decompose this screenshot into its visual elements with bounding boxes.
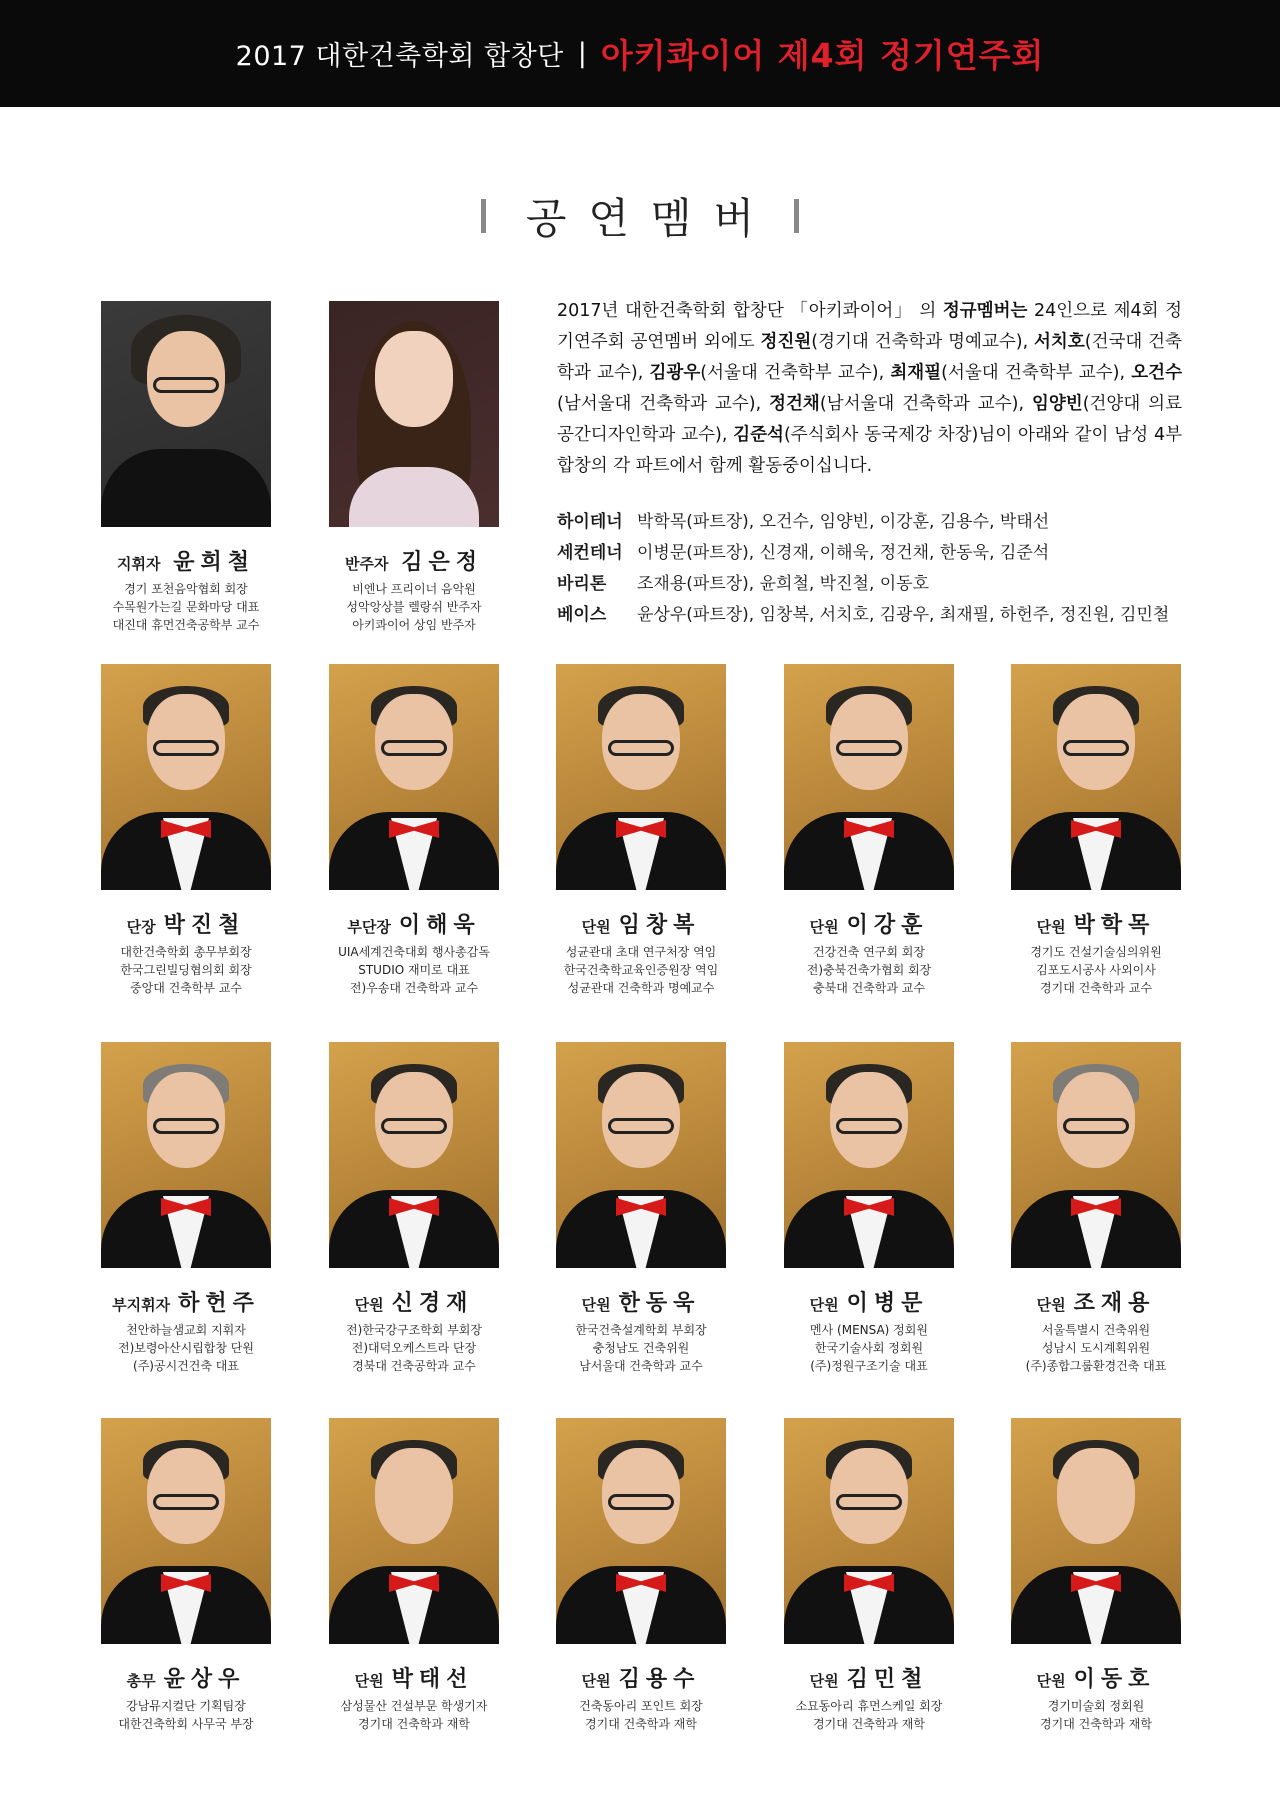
member-photo: [784, 1042, 954, 1268]
member-photo: [556, 1042, 726, 1268]
leader-card-accompanist: [309, 301, 519, 634]
intro-text: (건국대 건축학과 교수),: [557, 332, 1182, 383]
desc-line: 전)충북건축가협회 회장: [806, 963, 932, 977]
member-name-line: [764, 1286, 974, 1317]
desc-line: (주)정원구조기술 대표: [810, 1359, 928, 1373]
part-members: 이병문(파트장), 신경재, 이해욱, 정건채, 한동욱, 김준석: [637, 543, 1050, 563]
member-card: [764, 1418, 974, 1733]
intro-name: 서치호: [1034, 332, 1085, 352]
intro-paragraph: [557, 296, 1182, 482]
member-role: 단원: [581, 1296, 611, 1314]
member-name-line: [536, 1662, 746, 1693]
member-description: [309, 580, 519, 634]
member-name: 신경재: [391, 1291, 474, 1316]
desc-line: 한국기술사회 정회원: [814, 1341, 924, 1355]
member-description: [81, 580, 291, 634]
member-name: 조재용: [1073, 1291, 1156, 1316]
member-name-line: [309, 908, 519, 939]
member-photo: [329, 664, 499, 890]
part-label: 하이테너: [557, 512, 623, 532]
desc-line: 김포도시공사 사외이사: [1036, 963, 1156, 977]
section-title: [0, 186, 1280, 246]
member-photo: [101, 664, 271, 890]
desc-line: 대한건축학회 사무국 부장: [118, 1717, 254, 1731]
member-card: [536, 1042, 746, 1375]
member-photo: [1011, 1042, 1181, 1268]
intro-text: 24인으로 제4회 정기연주회 공연멤버 외에도: [557, 301, 1182, 352]
member-role: 단장: [126, 918, 156, 936]
title-bar-left: [481, 199, 486, 233]
member-description: [536, 943, 746, 997]
desc-line: 경기미술회 정회원: [1047, 1699, 1145, 1713]
member-photo: [101, 301, 271, 527]
member-role: 단원: [1036, 1672, 1066, 1690]
member-name: 한동욱: [618, 1291, 701, 1316]
desc-line: 삼성물산 건설부문 학생기자: [340, 1699, 488, 1713]
member-card: [309, 664, 519, 997]
member-name-line: [764, 1662, 974, 1693]
intro-name: 정건채: [769, 394, 820, 414]
intro-text: (건양대 의료공간디자인학과 교수),: [557, 394, 1182, 445]
desc-line: 건축동아리 포인트 회장: [579, 1699, 703, 1713]
member-role: 총무: [126, 1672, 156, 1690]
member-role: 부지휘자: [112, 1296, 171, 1314]
part-members: 박학목(파트장), 오건수, 임양빈, 이강훈, 김용수, 박태선: [637, 512, 1050, 532]
desc-line: 경기대 건축학과 재학: [813, 1717, 925, 1731]
intro-text: (남서울대 건축학과 교수),: [557, 394, 770, 414]
member-role: 단원: [354, 1672, 384, 1690]
member-name: 박학목: [1073, 913, 1156, 938]
desc-line: 충청남도 건축위원: [592, 1341, 690, 1355]
member-name-line: [536, 908, 746, 939]
member-name: 이강훈: [846, 913, 929, 938]
desc-line: (주)공시건건축 대표: [133, 1359, 239, 1373]
member-photo: [329, 301, 499, 527]
desc-line: 비엔나 프리이너 음악원: [352, 582, 476, 596]
desc-line: 성균관대 초대 연구처장 역임: [565, 945, 717, 959]
part-row: [557, 538, 1197, 569]
member-description: [991, 943, 1201, 997]
desc-line: 한국그린빌딩협의회 회장: [120, 963, 252, 977]
member-role: 단원: [809, 1672, 839, 1690]
desc-line: 경기 포천음악협회 회장: [124, 582, 248, 596]
desc-line: 한국건축설계학회 부회장: [575, 1323, 707, 1337]
member-card: [536, 1418, 746, 1733]
member-description: [536, 1697, 746, 1733]
part-label: 세컨테너: [557, 543, 623, 563]
member-name-line: [991, 908, 1201, 939]
member-photo: [556, 664, 726, 890]
member-name: 임창복: [618, 913, 701, 938]
member-photo: [556, 1418, 726, 1644]
desc-line: 중앙대 건축학부 교수: [130, 981, 242, 995]
intro-text: (경기대 건축학과 명예교수),: [811, 332, 1035, 352]
member-card: [81, 1418, 291, 1733]
member-role: 단원: [581, 1672, 611, 1690]
member-photo: [329, 1418, 499, 1644]
member-description: [309, 943, 519, 997]
member-card: [81, 664, 291, 997]
desc-line: 전)대덕오케스트라 단장: [351, 1341, 477, 1355]
desc-line: 전)우송대 건축학과 교수: [349, 981, 479, 995]
part-members: 조재용(파트장), 윤희철, 박진철, 이동호: [637, 574, 930, 594]
member-card: [764, 664, 974, 997]
member-description: [309, 1321, 519, 1375]
intro-text: (남서울대 건축학과 교수),: [819, 394, 1032, 414]
member-name: 하헌주: [178, 1291, 260, 1316]
member-photo: [329, 1042, 499, 1268]
member-card: [309, 1042, 519, 1375]
member-name: 이동호: [1073, 1667, 1156, 1692]
member-role: 단원: [809, 918, 839, 936]
member-description: [764, 1321, 974, 1375]
member-role: 지휘자: [116, 555, 161, 573]
member-name-line: [81, 1662, 291, 1693]
desc-line: 성남시 도시계획위원: [1041, 1341, 1151, 1355]
member-name-line: [309, 1662, 519, 1693]
header-prefix: 2017 대한건축학회 합창단: [235, 41, 564, 72]
intro-text: (주식회사 동국제강 차장)님이 아래와 같이 남성 4부 합창의 각 파트에서 함께 활동중이십니다.: [557, 425, 1182, 476]
desc-line: 충북대 건축학과 교수: [813, 981, 925, 995]
desc-line: (주)종합그룹환경건축 대표: [1025, 1359, 1167, 1373]
desc-line: 경북대 건축공학과 교수: [352, 1359, 476, 1373]
member-photo: [784, 664, 954, 890]
member-photo: [1011, 1418, 1181, 1644]
section-title-text: 공연멤버: [525, 194, 777, 243]
desc-line: 천안하늘샘교회 지휘자: [126, 1323, 246, 1337]
desc-line: 경기대 건축학과 교수: [1040, 981, 1152, 995]
desc-line: 서울특별시 건축위원: [1041, 1323, 1151, 1337]
desc-line: 아키콰이어 상임 반주자: [352, 618, 476, 632]
member-name: 김용수: [618, 1667, 701, 1692]
member-description: [81, 943, 291, 997]
member-role: 단원: [1036, 1296, 1066, 1314]
part-members: 윤상우(파트장), 임창복, 서치호, 김광우, 최재필, 하헌주, 정진원, 김민철: [637, 605, 1170, 625]
member-role: 단원: [581, 918, 611, 936]
desc-line: 소묘동아리 휴먼스케일 회장: [795, 1699, 943, 1713]
intro-name: 최재필: [890, 363, 942, 383]
intro-text: (서울대 건축학부 교수),: [941, 363, 1132, 383]
member-name-line: [536, 1286, 746, 1317]
desc-line: 대한건축학회 총무부회장: [120, 945, 252, 959]
member-name-line: [991, 1286, 1201, 1317]
member-description: [309, 1697, 519, 1733]
member-name: 박진철: [163, 913, 246, 938]
intro-name: 정진원: [760, 332, 812, 352]
member-name: 이해욱: [398, 913, 481, 938]
intro-name: 김광우: [649, 363, 701, 383]
member-card: [536, 664, 746, 997]
member-name-line: [309, 1286, 519, 1317]
desc-line: 멘사 (MENSA) 정회원: [810, 1323, 928, 1337]
member-name-line: [81, 545, 291, 576]
desc-line: 전)한국강구조학회 부회장: [345, 1323, 482, 1337]
member-card: [991, 1418, 1201, 1733]
desc-line: 건강건축 연구회 회장: [813, 945, 925, 959]
member-photo: [101, 1042, 271, 1268]
part-row: [557, 600, 1197, 631]
member-name-line: [309, 545, 519, 576]
member-name: 김은정: [401, 550, 484, 575]
intro-name: 오건수: [1131, 363, 1182, 383]
header-highlight: 아키콰이어 제4회 정기연주회: [600, 36, 1045, 75]
part-row: [557, 569, 1197, 600]
member-role: 반주자: [344, 555, 389, 573]
member-description: [764, 1697, 974, 1733]
leader-card-conductor: [81, 301, 291, 634]
member-card: [81, 1042, 291, 1375]
member-description: [81, 1697, 291, 1733]
part-row: [557, 507, 1197, 538]
title-bar-right: [794, 199, 799, 233]
desc-line: 경기도 건설기술심의위원: [1030, 945, 1162, 959]
member-card: [991, 1042, 1201, 1375]
desc-line: 한국건축학교육인증원장 역임: [563, 963, 719, 977]
member-photo: [101, 1418, 271, 1644]
intro-text: (서울대 건축학부 교수),: [700, 363, 891, 383]
member-name-line: [991, 1662, 1201, 1693]
member-description: [991, 1697, 1201, 1733]
member-description: [81, 1321, 291, 1375]
member-role: 단원: [354, 1296, 384, 1314]
desc-line: 성악앙상블 렐랑쉬 반주자: [346, 600, 482, 614]
desc-line: 경기대 건축학과 재학: [1040, 1717, 1152, 1731]
desc-line: 대진대 휴먼건축공학부 교수: [112, 618, 260, 632]
member-card: [991, 664, 1201, 997]
desc-line: 전)보령아산시립합창 단원: [117, 1341, 254, 1355]
member-role: 단원: [809, 1296, 839, 1314]
part-label: 바리톤: [557, 574, 607, 594]
desc-line: 경기대 건축학과 재학: [585, 1717, 697, 1731]
member-description: [991, 1321, 1201, 1375]
part-label: 베이스: [557, 605, 607, 625]
desc-line: 경기대 건축학과 재학: [358, 1717, 470, 1731]
member-name-line: [81, 1286, 291, 1317]
desc-line: STUDIO 재미로 대표: [358, 963, 470, 977]
member-description: [764, 943, 974, 997]
member-name-line: [81, 908, 291, 939]
member-role: 단원: [1036, 918, 1066, 936]
intro-name: 임양빈: [1031, 394, 1083, 414]
member-name: 윤상우: [163, 1667, 246, 1692]
member-card: [764, 1042, 974, 1375]
intro-text: 2017년 대한건축학회 합창단 「아키콰이어」 의: [557, 301, 943, 321]
member-name: 박태선: [391, 1667, 474, 1692]
member-description: [536, 1321, 746, 1375]
desc-line: 수목원가는길 문화마당 대표: [112, 600, 260, 614]
desc-line: UIA세계건축대회 행사총감독: [338, 945, 490, 959]
desc-line: 성균관대 건축학과 명예교수: [567, 981, 715, 995]
member-name: 이병문: [846, 1291, 929, 1316]
member-photo: [784, 1418, 954, 1644]
desc-line: 남서울대 건축학과 교수: [579, 1359, 703, 1373]
intro-bold: 정규멤버는: [942, 301, 1028, 321]
intro-name: 김준석: [733, 425, 784, 445]
member-name: 윤희철: [173, 550, 256, 575]
desc-line: 강남뮤지컬단 기획팀장: [126, 1699, 246, 1713]
member-role: 부단장: [347, 918, 391, 936]
member-card: [309, 1418, 519, 1733]
member-name-line: [764, 908, 974, 939]
member-photo: [1011, 664, 1181, 890]
member-name: 김민철: [846, 1667, 929, 1692]
header-separator: |: [577, 38, 587, 69]
parts-list: [557, 507, 1197, 631]
header-bar: [0, 0, 1280, 107]
